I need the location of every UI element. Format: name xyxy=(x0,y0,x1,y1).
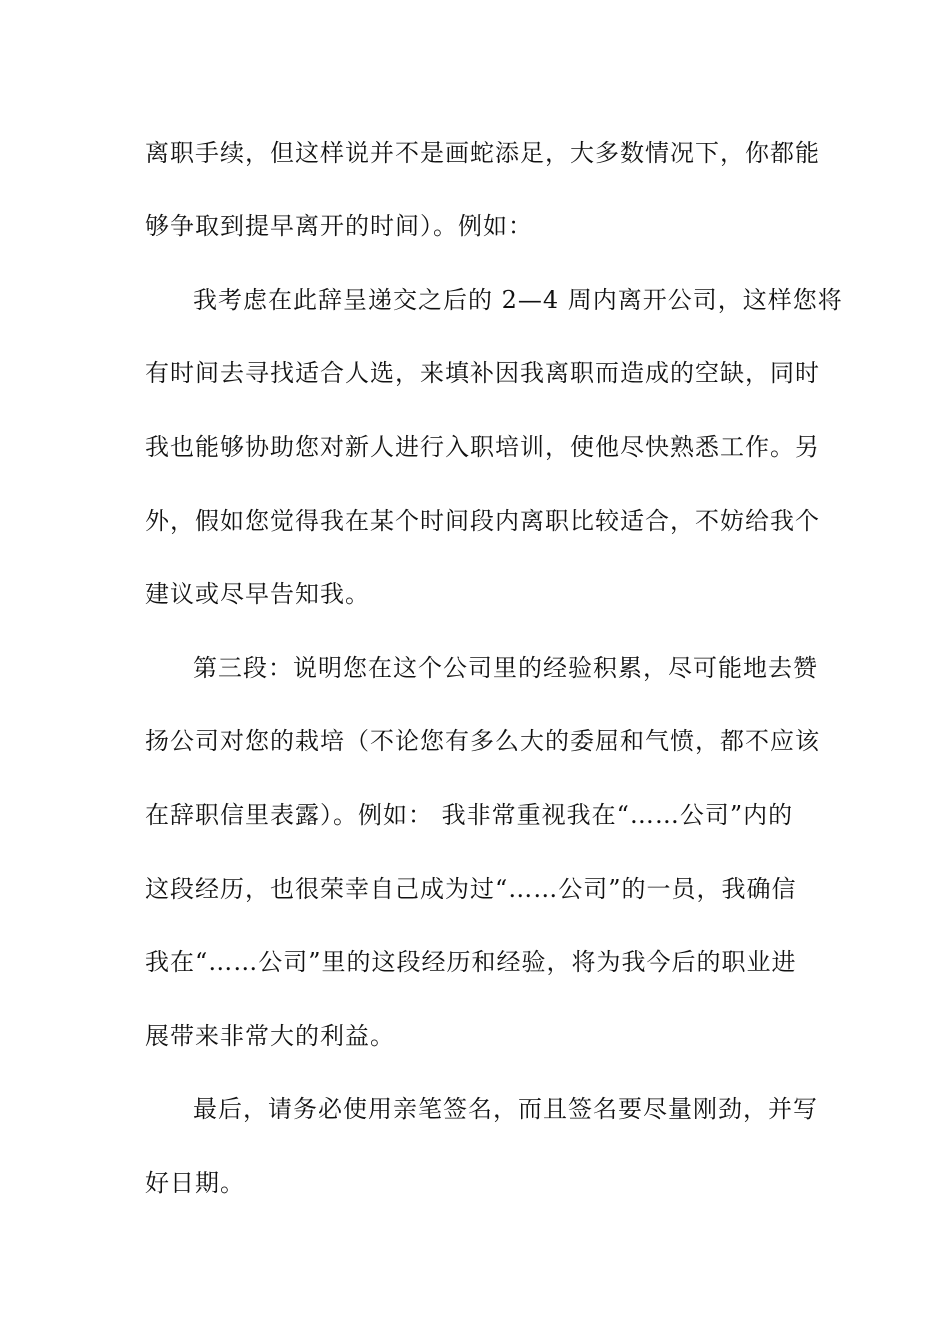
text-line: 好日期。 xyxy=(145,1169,245,1197)
paragraph-first-line: 第三段：说明您在这个公司里的经验积累，尽可能地去赞 xyxy=(193,654,818,682)
text-line: 外，假如您觉得我在某个时间段内离职比较适合，不妨给我个 xyxy=(145,507,820,535)
text-line: 我也能够协助您对新人进行入职培训，使他尽快熟悉工作。另 xyxy=(145,433,820,461)
text-line: 我在“……公司”里的这段经历和经验，将为我今后的职业进 xyxy=(145,948,797,976)
text-line: 够争取到提早离开的时间）。例如： xyxy=(145,212,533,240)
text-line: 在辞职信里表露）。例如： 我非常重视我在“……公司”内的 xyxy=(145,801,794,829)
text-line: 建议或尽早告知我。 xyxy=(145,580,370,608)
text-line: 有时间去寻找适合人选，来填补因我离职而造成的空缺，同时 xyxy=(145,359,820,387)
text-line: 扬公司对您的栽培（不论您有多么大的委屈和气愤，都不应该 xyxy=(145,727,820,755)
text-line: 这段经历，也很荣幸自己成为过“……公司”的一员，我确信 xyxy=(145,875,797,903)
paragraph-first-line: 最后，请务必使用亲笔签名，而且签名要尽量刚劲，并写 xyxy=(193,1095,818,1123)
text-line: 离职手续，但这样说并不是画蛇添足，大多数情况下，你都能 xyxy=(145,139,820,167)
text-line: 展带来非常大的利益。 xyxy=(145,1022,395,1050)
paragraph-first-line: 我考虑在此辞呈递交之后的 2—4 周内离开公司，这样您将 xyxy=(193,286,843,314)
